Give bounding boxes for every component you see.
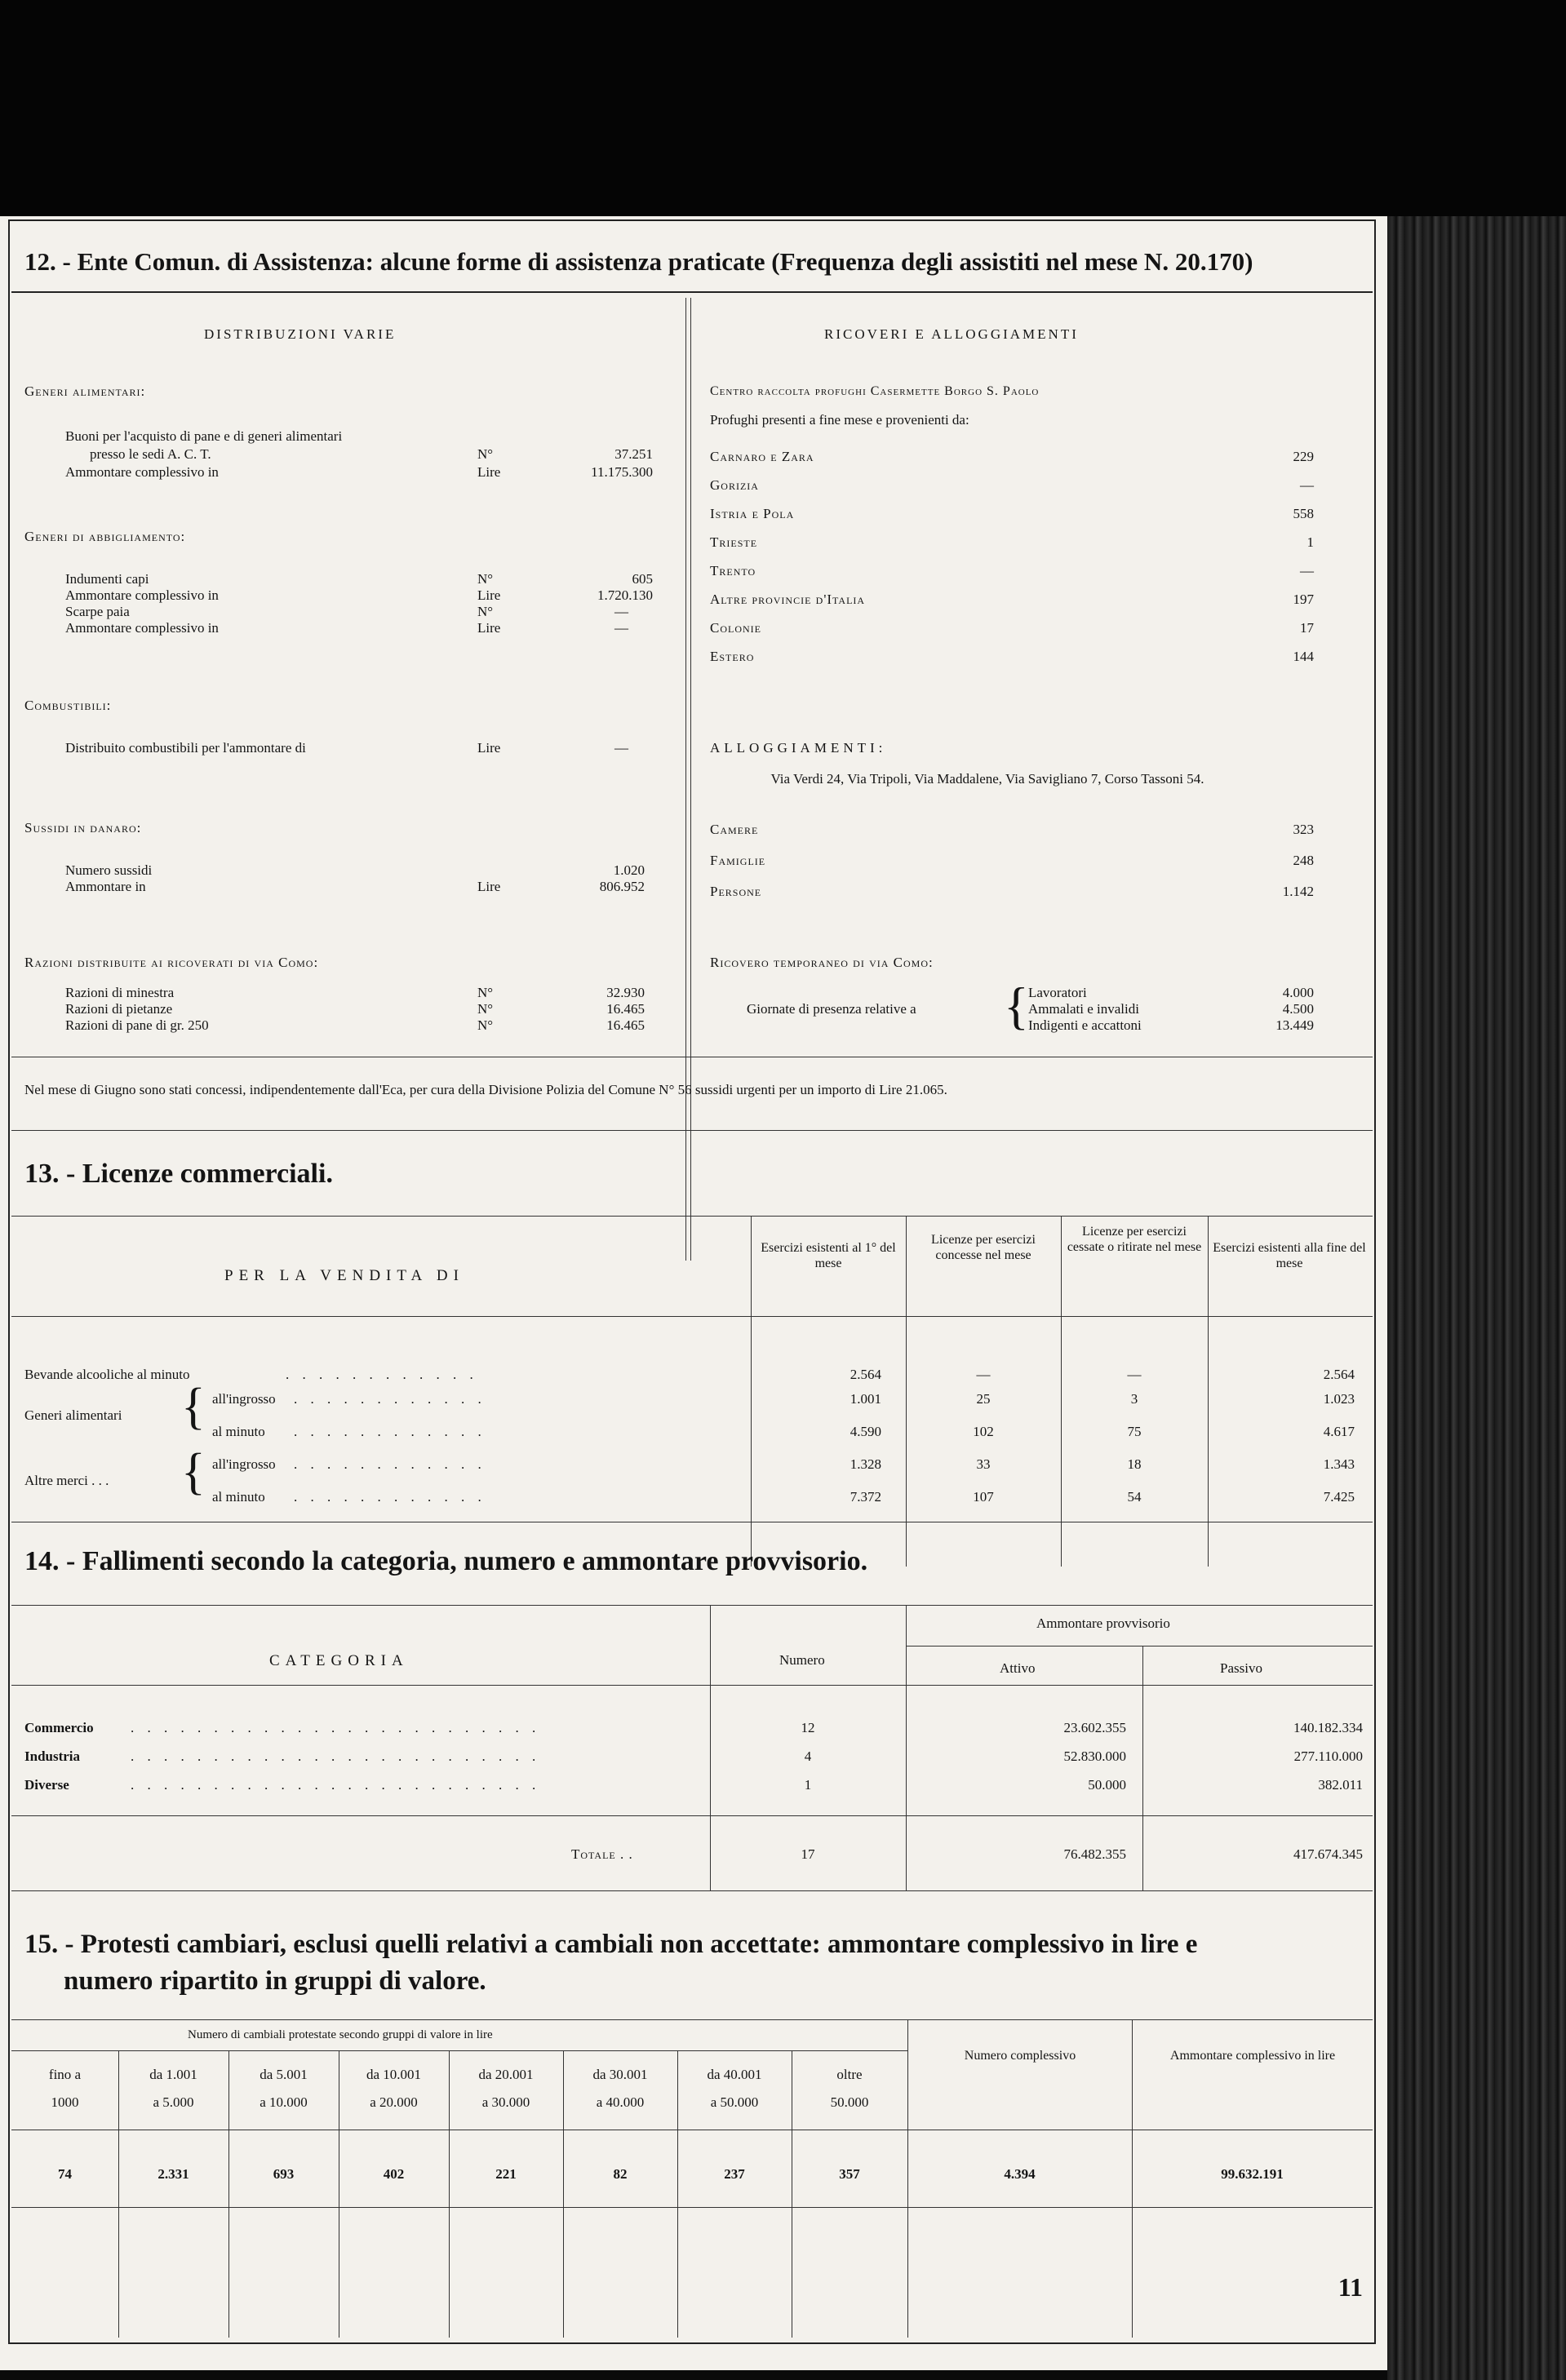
- group-top: fino a: [48, 2067, 82, 2082]
- section-15-title-cont: numero ripartito in gruppi di valore.: [64, 1966, 486, 1996]
- group-value: 2.331: [157, 2166, 189, 2182]
- generi-alimentari-label: Generi alimentari: [24, 1407, 122, 1423]
- section-14-title: 14. - Fallimenti secondo la categoria, numero e ammontare provvisorio.: [24, 1546, 868, 1576]
- cell-value: 75: [1127, 1424, 1142, 1439]
- group-bottom: a 20.000: [370, 2094, 418, 2110]
- attivo-value: 23.602.355: [1063, 1720, 1126, 1735]
- totale-label: Totale . .: [571, 1846, 633, 1862]
- s15-head-numero: Numero complessivo: [964, 2049, 1076, 2063]
- cell-value: 25: [976, 1391, 991, 1407]
- table-col: [449, 2050, 450, 2338]
- cell-value: 7.425: [1323, 1489, 1355, 1505]
- table-col: [228, 2050, 229, 2338]
- value: 32.930: [606, 985, 645, 1000]
- unit: N°: [477, 985, 494, 1000]
- giornate-label: Giornate di presenza relative a: [747, 1001, 916, 1017]
- unit: Lire: [477, 587, 501, 603]
- cell-value: 33: [976, 1456, 991, 1472]
- group-bottom: 1000: [51, 2094, 79, 2110]
- value: 1.020: [613, 862, 645, 878]
- group-value: 237: [724, 2166, 745, 2182]
- row-label: presso le sedi A. C. T.: [90, 446, 211, 462]
- origin-label: Istria e Pola: [710, 506, 795, 521]
- origin-value: —: [1300, 477, 1314, 493]
- group-top: da 10.001: [366, 2067, 422, 2082]
- value: 16.465: [606, 1001, 645, 1017]
- group-top: da 20.001: [478, 2067, 534, 2082]
- temporaneo-row-label: Indigenti e accattoni: [1028, 1017, 1142, 1033]
- minuto-label: al minuto: [212, 1424, 265, 1439]
- brace-icon: {: [1004, 977, 1029, 1035]
- column-divider: [685, 298, 686, 1261]
- numero-value: 12: [801, 1720, 815, 1735]
- leader-dots: . . . . . . . . . . . .: [294, 1391, 486, 1407]
- leader-dots: . . . . . . . . . . . . . . . . . . . . . . . . .: [131, 1720, 541, 1735]
- value: 1.720.130: [597, 587, 653, 603]
- cell-value: 4.590: [850, 1424, 881, 1439]
- group-bottom: a 50.000: [710, 2094, 759, 2110]
- group-bottom: a 40.000: [596, 2094, 645, 2110]
- row-label: Ammontare complessivo in: [65, 620, 219, 636]
- origin-label: Trieste: [710, 534, 758, 550]
- origin-value: 197: [1293, 592, 1314, 607]
- table-col: [118, 2050, 119, 2338]
- numero-value: 4: [804, 1748, 812, 1764]
- unit: N°: [477, 604, 494, 619]
- value: 11.175.300: [591, 464, 653, 480]
- group-value: 74: [58, 2166, 72, 2182]
- alloggiamenti-row-label: Camere: [710, 822, 759, 837]
- attivo-value: 50.000: [1088, 1777, 1126, 1793]
- cell-value: 1.328: [850, 1456, 881, 1472]
- unit: Lire: [477, 879, 501, 894]
- origin-value: 144: [1293, 649, 1314, 664]
- value: —: [614, 620, 628, 636]
- section-12-note: Nel mese di Giugno sono stati concessi, indipendentemente dall'Eca, per cura della Divisione Polizia del Comune N° 56 sussidi urgenti per un importo di Lire 21.065.: [24, 1082, 947, 1097]
- leader-dots: . . . . . . . . . . . . . . . . . . . . . . . . .: [131, 1777, 541, 1793]
- origin-value: 1: [1306, 534, 1314, 550]
- row-label: Razioni di pane di gr. 250: [65, 1017, 209, 1033]
- table-rule: [11, 1605, 1373, 1606]
- divider: [11, 1130, 1373, 1131]
- group-top: oltre: [836, 2067, 863, 2082]
- leader-dots: . . . . . . . . . . . .: [286, 1367, 478, 1382]
- danaro-label: Sussidi in danaro:: [24, 820, 142, 835]
- unit: N°: [477, 446, 494, 462]
- table-rule: [11, 1685, 1373, 1686]
- alloggiamenti-row-value: 1.142: [1282, 884, 1314, 899]
- leader-dots: . . . . . . . . . . . .: [294, 1424, 486, 1439]
- origin-label: Carnaro e Zara: [710, 449, 814, 464]
- bevande-value: 2.564: [850, 1367, 881, 1382]
- row-label: Ammontare complessivo in: [65, 464, 219, 480]
- temporaneo-row-label: Ammalati e invalidi: [1028, 1001, 1139, 1017]
- table-rule: [11, 2207, 1373, 2208]
- s15-head-ammontare: Ammontare complessivo in lire: [1169, 2049, 1336, 2063]
- combustibili-label: Combustibili:: [24, 698, 112, 713]
- totale-attivo: 76.482.355: [1063, 1846, 1126, 1862]
- group-top: da 1.001: [149, 2067, 197, 2082]
- bevande-value: 2.564: [1323, 1367, 1355, 1382]
- unit: Lire: [477, 620, 501, 636]
- s14-head-categoria: CATEGORIA: [269, 1652, 409, 1669]
- categoria-label: Diverse: [24, 1777, 69, 1793]
- leader-dots: . . . . . . . . . . . . . . . . . . . . . . . . .: [131, 1748, 541, 1764]
- origin-label: Colonie: [710, 620, 761, 636]
- ingrosso-label: all'ingrosso: [212, 1391, 276, 1407]
- group-bottom: a 30.000: [481, 2094, 530, 2110]
- group-bottom: a 5.000: [153, 2094, 194, 2110]
- row-label: Ammontare in: [65, 879, 146, 894]
- s14-head-passivo: Passivo: [1220, 1660, 1262, 1676]
- row-label: Scarpe paia: [65, 604, 130, 619]
- alloggiamenti-label: ALLOGGIAMENTI:: [710, 740, 887, 756]
- table-rule: [11, 2050, 907, 2051]
- cell-value: 54: [1127, 1489, 1142, 1505]
- table-col: [563, 2050, 564, 2338]
- numero-value: 1: [804, 1777, 812, 1793]
- abbigliamento-label: Generi di abbigliamento:: [24, 529, 186, 544]
- page-number: 11: [1338, 2272, 1363, 2302]
- section-12-title: 12. - Ente Comun. di Assistenza: alcune forme di assistenza praticate (Frequenza degli assistiti nel mese N. 20.170): [24, 247, 1253, 276]
- leader-dots: . . . . . . . . . . . .: [294, 1456, 486, 1472]
- s14-head-numero: Numero: [779, 1652, 825, 1668]
- right-header: RICOVERI E ALLOGGIAMENTI: [824, 326, 1079, 342]
- table-rule: [11, 1815, 1373, 1816]
- left-header: DISTRIBUZIONI VARIE: [204, 326, 397, 342]
- group-value: 221: [495, 2166, 517, 2182]
- centro-label: Centro raccolta profughi Casermette Borgo S. Paolo: [710, 384, 1040, 398]
- alimentari-label: Generi alimentari:: [24, 383, 146, 399]
- group-bottom: 50.000: [830, 2094, 869, 2110]
- value: 605: [632, 571, 653, 587]
- ingrosso-label: all'ingrosso: [212, 1456, 276, 1472]
- section-15-title: 15. - Protesti cambiari, esclusi quelli relativi a cambiali non accettate: ammontare complessivo in lire e: [24, 1930, 1198, 1959]
- passivo-value: 382.011: [1318, 1777, 1363, 1793]
- origin-label: Trento: [710, 563, 756, 578]
- bevande-value: —: [976, 1367, 991, 1382]
- unit: Lire: [477, 740, 501, 756]
- s13-head-col: Esercizi esistenti alla fine del mese: [1213, 1241, 1366, 1271]
- categoria-label: Industria: [24, 1748, 81, 1764]
- total-number: 4.394: [1004, 2166, 1036, 2182]
- unit: N°: [477, 1001, 494, 1017]
- section-13-title: 13. - Licenze commerciali.: [24, 1159, 333, 1189]
- leader-dots: . . . . . . . . . . . .: [294, 1489, 486, 1505]
- origin-value: —: [1300, 563, 1314, 578]
- table-rule: [11, 1216, 1373, 1217]
- cell-value: 3: [1130, 1391, 1138, 1407]
- centro-subtitle: Profughi presenti a fine mese e provenienti da:: [710, 412, 969, 428]
- row-label: Razioni di pietanze: [65, 1001, 173, 1017]
- origin-label: Gorizia: [710, 477, 759, 493]
- bevande-label: Bevande alcooliche al minuto: [24, 1367, 190, 1382]
- group-top: da 30.001: [592, 2067, 648, 2082]
- cell-value: 1.023: [1323, 1391, 1355, 1407]
- origin-value: 229: [1293, 449, 1314, 464]
- temporaneo-row-value: 4.500: [1282, 1001, 1314, 1017]
- table-rule: [11, 2019, 1373, 2020]
- s13-head-col: Esercizi esistenti al 1° del mese: [761, 1241, 896, 1271]
- alloggiamenti-row-value: 323: [1293, 822, 1314, 837]
- totale-passivo: 417.674.345: [1293, 1846, 1363, 1862]
- row-label: Ammontare complessivo in: [65, 587, 219, 603]
- row-label: Distribuito combustibili per l'ammontare di: [65, 740, 306, 756]
- alloggiamenti-address: Via Verdi 24, Via Tripoli, Via Maddalene, Via Savigliano 7, Corso Tassoni 54.: [770, 771, 1204, 787]
- origin-label: Altre provincie d'Italia: [710, 592, 866, 607]
- categoria-label: Commercio: [24, 1720, 94, 1735]
- unit: N°: [477, 571, 494, 587]
- cell-value: 107: [973, 1489, 994, 1505]
- group-bottom: a 10.000: [260, 2094, 308, 2110]
- s14-head-ammontare: Ammontare provvisorio: [1036, 1615, 1170, 1631]
- group-top: da 40.001: [707, 2067, 762, 2082]
- value: 16.465: [606, 1017, 645, 1033]
- group-value: 402: [383, 2166, 405, 2182]
- unit: Lire: [477, 464, 501, 480]
- unit: N°: [477, 1017, 494, 1033]
- scan-top-border: [0, 0, 1566, 216]
- attivo-value: 52.830.000: [1063, 1748, 1126, 1764]
- cell-value: 102: [973, 1424, 994, 1439]
- passivo-value: 277.110.000: [1293, 1748, 1363, 1764]
- row-label: Buoni per l'acquisto di pane e di generi alimentari: [65, 428, 343, 444]
- table-rule: [11, 1316, 1373, 1317]
- s15-head-main: Numero di cambiali protestate secondo gruppi di valore in lire: [188, 2028, 493, 2041]
- row-label: Razioni di minestra: [65, 985, 175, 1000]
- group-value: 357: [839, 2166, 860, 2182]
- cell-value: 1.343: [1323, 1456, 1355, 1472]
- table-rule: [11, 1890, 1373, 1891]
- group-top: da 5.001: [260, 2067, 308, 2082]
- cell-value: 7.372: [850, 1489, 881, 1505]
- origin-label: Estero: [710, 649, 755, 664]
- minuto-label: al minuto: [212, 1489, 265, 1505]
- origin-value: 558: [1293, 506, 1314, 521]
- origin-value: 17: [1300, 620, 1314, 636]
- bevande-value: —: [1127, 1367, 1142, 1382]
- altre-merci-label: Altre merci . . .: [24, 1473, 109, 1488]
- temporaneo-row-value: 13.449: [1275, 1017, 1314, 1033]
- brace-icon: {: [181, 1444, 206, 1500]
- cell-value: 4.617: [1323, 1424, 1355, 1439]
- passivo-value: 140.182.334: [1293, 1720, 1363, 1735]
- page-frame: [8, 219, 1376, 2344]
- s13-head-main: PER LA VENDITA DI: [224, 1267, 464, 1284]
- alloggiamenti-row-value: 248: [1293, 853, 1314, 868]
- razioni-label: Razioni distribuite ai ricoverati di via Como:: [24, 955, 319, 970]
- value: 37.251: [614, 446, 653, 462]
- s13-head-col: Licenze per esercizi concesse nel mese: [931, 1233, 1036, 1263]
- totale-numero: 17: [801, 1846, 815, 1862]
- row-label: Indumenti capi: [65, 571, 149, 587]
- value: —: [614, 740, 628, 756]
- s13-head-col: Licenze per esercizi cessate o ritirate nel mese: [1067, 1225, 1202, 1255]
- column-divider: [690, 298, 691, 1261]
- alloggiamenti-row-label: Famiglie: [710, 853, 766, 868]
- brace-icon: {: [181, 1379, 206, 1434]
- value: 806.952: [599, 879, 645, 894]
- group-value: 693: [273, 2166, 295, 2182]
- temporaneo-label: Ricovero temporaneo di via Como:: [710, 955, 934, 970]
- cell-value: 18: [1127, 1456, 1142, 1472]
- alloggiamenti-row-label: Persone: [710, 884, 762, 899]
- value: —: [614, 604, 628, 619]
- divider: [11, 291, 1373, 293]
- group-value: 82: [613, 2166, 628, 2182]
- temporaneo-row-value: 4.000: [1282, 985, 1314, 1000]
- s14-head-attivo: Attivo: [1000, 1660, 1036, 1676]
- table-col: [677, 2050, 678, 2338]
- row-label: Numero sussidi: [65, 862, 153, 878]
- document-page: [0, 216, 1387, 2370]
- temporaneo-row-label: Lavoratori: [1028, 985, 1087, 1000]
- total-amount: 99.632.191: [1221, 2166, 1284, 2182]
- scan-page-edges: [1387, 216, 1566, 2380]
- cell-value: 1.001: [850, 1391, 881, 1407]
